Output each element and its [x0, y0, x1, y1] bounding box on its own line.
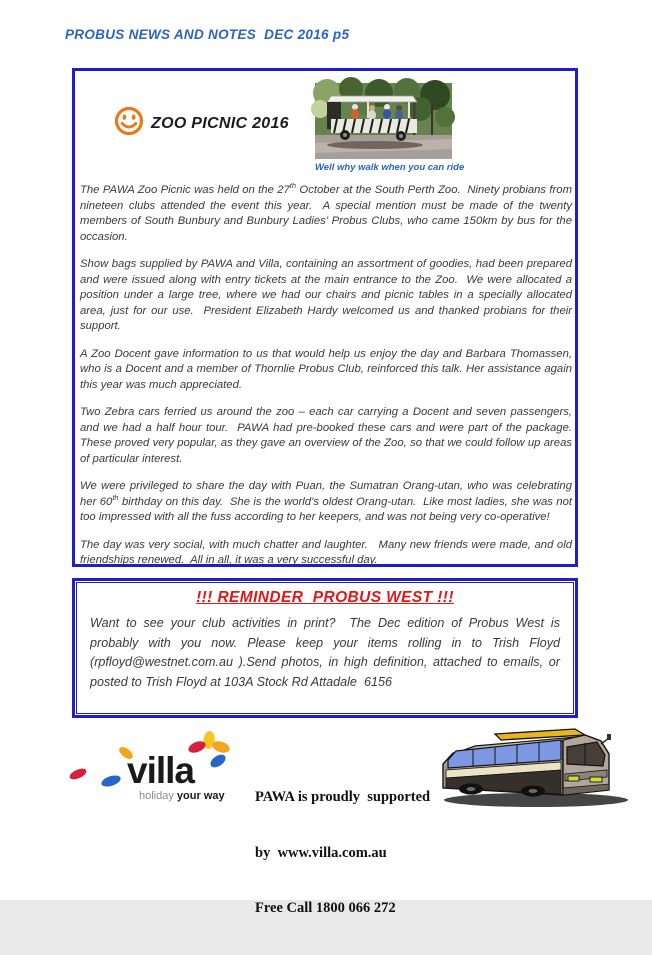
paragraph-4: Two Zebra cars ferried us around the zoo – each car carrying a Docent and seven passengers, and we had a half hour tour. PAWA had pre-booked these cars and were part of the package. These proved very popular, as they gave an overview of the Zoo, so that we could follow up areas of particular interest. — [80, 406, 579, 465]
page-title: PROBUS NEWS AND NOTES DEC 2016 p5 — [65, 27, 350, 42]
zoo-picnic-article-box — [72, 68, 578, 567]
bus-illustration — [433, 716, 640, 816]
smiley-icon — [113, 105, 145, 142]
sponsor-text — [255, 751, 430, 955]
paragraph-3: A Zoo Docent gave information to us that would help us enjoy the day and Barbara Thomassen, who is a Docent and a member of Thornlie Probus Club, reinforced this talk. Her assistance again this year was much appreciated. — [80, 347, 576, 391]
paragraph-5: We were privileged to share the day with Puan, the Sumatran Orang-utan, who was celebrating her 60th birthday on this day. She is the world’s oldest Orang-utan. Like most ladies, she was not too impressed with all the fuss according to her keepers, and was not being very co-operative! — [80, 480, 576, 523]
zoo-tram-photo-block — [315, 83, 465, 173]
villa-wordmark: villa — [127, 750, 194, 791]
sponsor-line-1: PAWA is proudly supported — [255, 789, 431, 805]
paragraph-6: The day was very social, with much chatter and laughter. Many new friends were made, and old friendships renewed. All in all, it was a very successful day. — [80, 538, 576, 566]
photo-caption: Well why walk when you can ride — [315, 162, 465, 173]
article-title-row — [113, 105, 289, 142]
sponsor-line-2: by www.villa.com.au — [255, 844, 387, 861]
villa-logo — [63, 731, 241, 809]
sponsor-line-3: Free Call 1800 066 272 — [255, 900, 396, 916]
article-body — [80, 181, 579, 581]
reminder-box — [72, 578, 578, 718]
reminder-body: Want to see your club activities in print? The Dec edition of Probus West is probably with you now. Please keep your items rolling in to Trish Floyd (rpfloyd@westnet.com.au ).Send photos, in high definition, attached to emails, or posted to Trish Floyd at 103A Stock Rd Attadale 6156 — [90, 616, 564, 689]
article-title: ZOO PICNIC 2016 — [151, 114, 289, 132]
villa-tagline: holiday your way — [139, 790, 225, 802]
paragraph-2: Show bags supplied by PAWA and Villa, containing an assortment of goodies, had been prepared and were issued along with entry tickets at the main entrance to the Zoo. We were allocated a position under a large tree, where we had our chairs and picnic tables in a specially allocated area, just for our use. President Elizabeth Hardy welcomed us and thanked probians for their support. — [80, 258, 576, 332]
zoo-tram-photo — [315, 83, 452, 159]
paragraph-1: The PAWA Zoo Picnic was held on the 27th October at the South Perth Zoo. Ninety probians from nineteen clubs attended the event this year. A special mention must be made of the twenty members of South Bunbury and Bunbury Ladies’ Probus Clubs, who came 150km by bus for the occasion. — [80, 181, 576, 243]
reminder-inner-border — [76, 582, 574, 714]
reminder-title: !!! REMINDER PROBUS WEST !!! — [196, 589, 454, 606]
